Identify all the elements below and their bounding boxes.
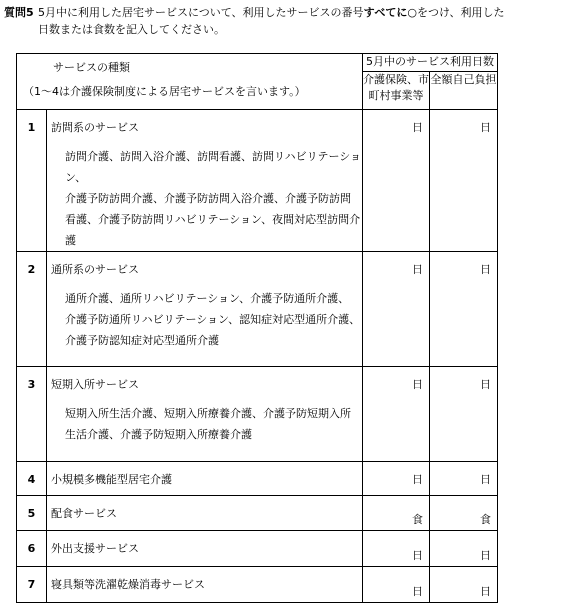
row-service-cell <box>47 367 363 462</box>
table-row <box>17 252 498 367</box>
days-insurance-input[interactable]: 日 <box>363 367 430 462</box>
header-days-title: 5月中のサービス利用日数 <box>363 54 498 72</box>
row-service-cell <box>47 496 363 531</box>
row-number[interactable]: 3 <box>17 367 47 462</box>
days-self-pay-input[interactable]: 日 <box>430 252 498 367</box>
days-self-pay-input[interactable]: 日 <box>430 567 498 603</box>
row-title: 配食サービス <box>51 507 117 520</box>
row-title: 外出支援サービス <box>51 542 139 555</box>
row-title: 訪問系のサービス <box>51 121 139 134</box>
question-text-part1: 5月中に利用した居宅サービスについて、利用したサービスの番号 <box>38 6 364 19</box>
service-table <box>16 53 498 603</box>
row-number[interactable]: 1 <box>17 110 47 252</box>
question-text <box>38 6 505 19</box>
table-row <box>17 462 498 496</box>
meals-self-pay-input[interactable]: 食 <box>430 496 498 531</box>
header-col-insurance: 介護保険、市町村事業等 <box>363 72 430 110</box>
desc-line: 介護予防訪問介護、介護予防訪問入浴介護、介護予防訪問 <box>65 192 351 205</box>
table-row <box>17 367 498 462</box>
row-service-cell <box>47 567 363 603</box>
days-self-pay-input[interactable]: 日 <box>430 110 498 252</box>
desc-line: 介護予防通所リハビリテーション、認知症対応型通所介護、 <box>65 313 361 326</box>
row-number[interactable]: 2 <box>17 252 47 367</box>
desc-line: 看護、介護予防訪問リハビリテーション、夜間対応型訪問介護 <box>65 213 361 247</box>
desc-line: 通所介護、通所リハビリテーション、介護予防通所介護、 <box>65 292 350 305</box>
row-title: 小規模多機能型居宅介護 <box>51 473 172 486</box>
days-insurance-input[interactable]: 日 <box>363 531 430 567</box>
row-number[interactable]: 7 <box>17 567 47 603</box>
row-number[interactable]: 5 <box>17 496 47 531</box>
question-header <box>4 4 564 38</box>
row-service-cell <box>47 531 363 567</box>
row-service-cell <box>47 110 363 252</box>
days-self-pay-input[interactable]: 日 <box>430 367 498 462</box>
table-row <box>17 567 498 603</box>
header-service-type-cell <box>17 54 363 110</box>
row-title: 短期入所サービス <box>51 378 139 391</box>
desc-line: 短期入所生活介護、短期入所療養介護、介護予防短期入所 <box>65 407 351 420</box>
days-insurance-input[interactable]: 日 <box>363 252 430 367</box>
question-text-emphasis: すべてに○ <box>363 6 417 19</box>
days-insurance-input[interactable]: 日 <box>363 567 430 603</box>
row-service-cell <box>47 252 363 367</box>
row-description <box>47 278 362 351</box>
row-number[interactable]: 4 <box>17 462 47 496</box>
question-text-part2: をつけ、利用した <box>416 6 505 19</box>
desc-line: 訪問介護、訪問入浴介護、訪問看護、訪問リハビリテーション、 <box>65 150 362 184</box>
header-col-self-pay: 全額自己負担 <box>430 72 498 110</box>
meals-insurance-input[interactable]: 食 <box>363 496 430 531</box>
days-insurance-input[interactable]: 日 <box>363 110 430 252</box>
question-number: 質問5 <box>4 6 34 19</box>
header-service-type: サービスの種類 <box>53 61 130 74</box>
desc-line: 介護予防認知症対応型通所介護 <box>65 334 219 347</box>
question-text-line2: 日数または食数を記入してください。 <box>38 23 225 36</box>
days-self-pay-input[interactable]: 日 <box>430 531 498 567</box>
days-insurance-input[interactable]: 日 <box>363 462 430 496</box>
row-title: 通所系のサービス <box>51 263 139 276</box>
row-title: 寝具類等洗濯乾燥消毒サービス <box>51 578 205 591</box>
table-row <box>17 531 498 567</box>
desc-line: 生活介護、介護予防短期入所療養介護 <box>65 428 252 441</box>
table-row <box>17 496 498 531</box>
days-self-pay-input[interactable]: 日 <box>430 462 498 496</box>
row-description <box>47 393 362 445</box>
row-service-cell <box>47 462 363 496</box>
row-description <box>47 136 362 251</box>
table-row <box>17 110 498 252</box>
header-note: （1～4は介護保険制度による居宅サービスを言います。） <box>23 85 306 98</box>
row-number[interactable]: 6 <box>17 531 47 567</box>
